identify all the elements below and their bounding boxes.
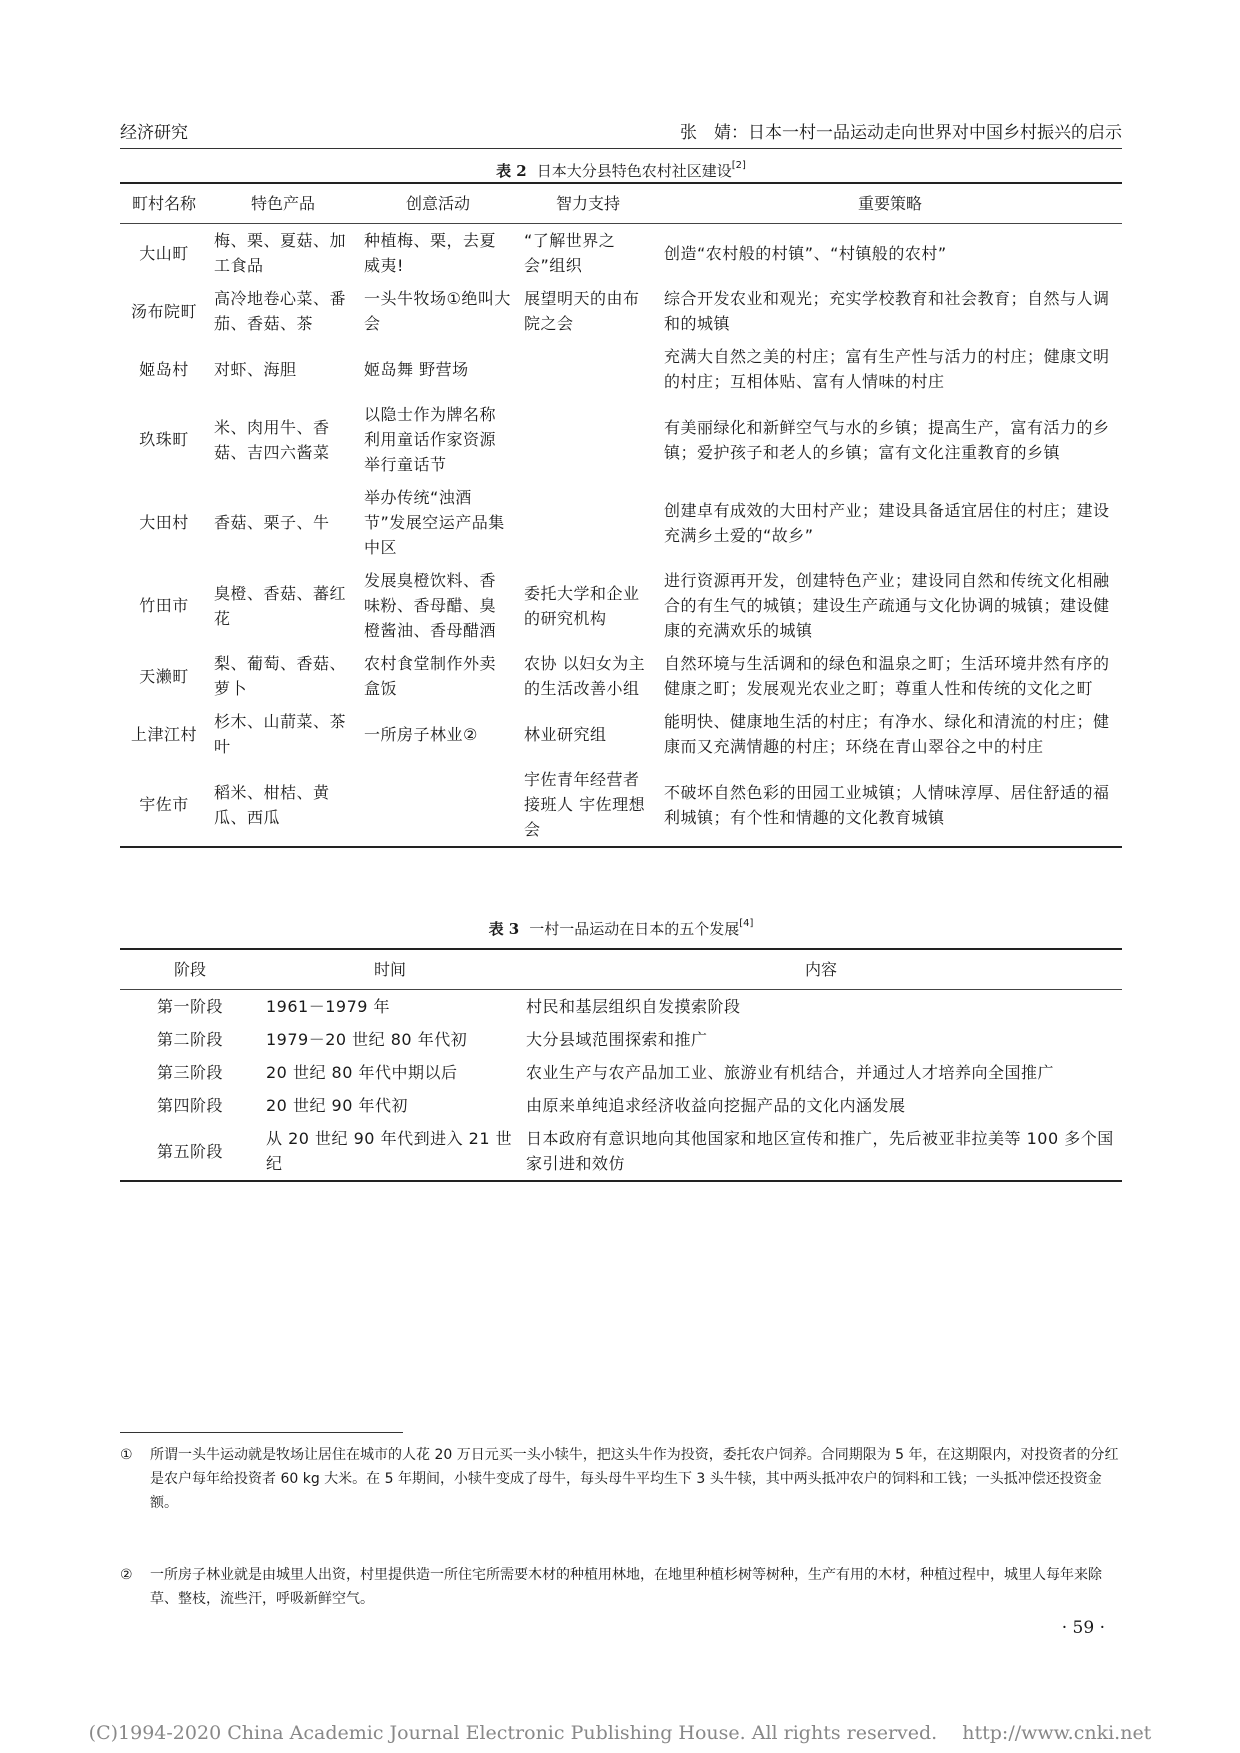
table2-cell: 香菇、栗子、牛 (214, 513, 330, 532)
footnote-rule (120, 1432, 403, 1433)
footnote-1-text: 所谓一头牛运动就是牧场让居住在城市的人花 20 万日元买一头小犊牛，把这头牛作为投资，委托农户饲养。合同期限为 5 年，在这期限内，对投资者的分红是农户每年给投资者 60 kg 大米。在 5 年期间，小犊牛变成了母牛，每头母牛平均生下 3 头牛犊，其中两头抵冲农户的饲料和工钱；一头抵冲偿还投资金额。 (150, 1447, 1119, 1511)
table2-cell: 天濑町 (139, 666, 189, 686)
table2-cell: 高冷地卷心菜、番茄、香菇、茶 (214, 289, 347, 333)
table2-cell: 宇佐青年经营者接班人 宇佐理想会 (518, 763, 658, 847)
table2-cell: 林业研究组 (524, 724, 607, 744)
table3-cell: 由原来单纯追求经济收益向挖掘产品的文化内涵发展 (526, 1096, 906, 1115)
table-row (120, 705, 1122, 763)
table2-cell: 农村食堂制作外卖盒饭 (364, 654, 497, 698)
table2-cell: 米、肉用牛、香菇、吉四六酱菜 (214, 417, 330, 462)
table2-cell: 梅、栗、夏菇、加工食品 (214, 231, 347, 275)
table2-cell: 展望明天的由布院之会 (524, 289, 640, 333)
table-row (120, 481, 1122, 564)
copyright-notice: (C)1994-2020 China Academic Journal Electronic Publishing House. All rights reserved. http://www.cnki.net (88, 1722, 1152, 1744)
table2-cell: “了解世界之会”组织 (524, 231, 616, 275)
table-row (120, 990, 1122, 1024)
table2-cell: 创建卓有成效的大田村产业；建设具备适宜居住的村庄；建设充满乡土爱的“故乡” (664, 500, 1110, 545)
footnote-2 (120, 1563, 1122, 1611)
table2-cell: 创造“农村般的村镇”、“村镇般的农村” (664, 243, 947, 263)
table2-cell (518, 340, 658, 398)
table2-cell: 上津江村 (130, 724, 197, 744)
table-row (120, 1122, 1122, 1181)
page-number: · 59 · (1061, 1618, 1105, 1638)
footnote-2-text: 一所房子林业就是由城里人出资，村里提供造一所住宅所需要木材的种植用林地，在地里种植杉树等树种，生产有用的木材，种植过程中，城里人每年来除草、整枝，流些汗，呼吸新鲜空气。 (150, 1567, 1102, 1607)
table2-cell: 姬岛舞 野营场 (364, 359, 469, 379)
table2-cell: 以隐士作为牌名称利用童话作家资源举行童话节 (364, 405, 497, 474)
table2-header-4: 重要策略 (658, 183, 1122, 224)
table3-header-0: 阶段 (120, 949, 260, 990)
table2-header-1: 特色产品 (208, 183, 358, 224)
table2-cell: 综合开发农业和观光；充实学校教育和社会教育；自然与人调和的城镇 (664, 289, 1110, 333)
table2-cell: 梨、葡萄、香菇、萝卜 (214, 654, 347, 698)
table2-cell: 种植梅、栗，去夏威夷! (364, 231, 497, 275)
table-row (120, 763, 1122, 847)
table2-cell: 自然环境与生活调和的绿色和温泉之町；生活环境井然有序的健康之町；发展观光农业之町；尊重人性和传统的文化之町 (664, 654, 1110, 698)
table3-caption-title: 一村一品运动在日本的五个发展 (529, 920, 740, 938)
table2-cell: 汤布院町 (130, 301, 197, 321)
table-row (120, 398, 1122, 481)
table2-caption-id: 表 2 (496, 162, 527, 180)
table2-caption-title: 日本大分县特色农村社区建设 (536, 162, 732, 180)
table3-cell: 从 20 世纪 90 年代到进入 21 世纪 (260, 1122, 520, 1181)
table3-caption-ref: [4] (739, 918, 754, 929)
table2-cell (358, 763, 518, 847)
running-header-journal: 经济研究 (120, 123, 188, 143)
header-rule (120, 148, 1122, 149)
table3-cell: 日本政府有意识地向其他国家和地区宣传和推广，先后被亚非拉美等 100 多个国家引进和效仿 (520, 1122, 1122, 1181)
table2-header-3: 智力支持 (518, 183, 658, 224)
table3-cell: 第二阶段 (156, 1030, 223, 1049)
table2-cell: 竹田市 (139, 596, 189, 615)
table-row (120, 564, 1122, 647)
table2-cell: 委托大学和企业的研究机构 (524, 583, 640, 628)
table2-cell: 不破坏自然色彩的田园工业城镇；人情味淳厚、居住舒适的福利城镇；有个性和情趣的文化教育城镇 (658, 763, 1122, 847)
table2-cell: 一头牛牧场①绝叫大会 (364, 289, 511, 333)
table3-cell: 村民和基层组织自发摸索阶段 (526, 997, 741, 1016)
table3 (120, 948, 1122, 1182)
table2-cell: 举办传统“浊酒节”发展空运产品集中区 (364, 488, 505, 557)
table2-cell: 发展臭橙饮料、香味粉、香母醋、臭橙酱油、香母醋酒 (364, 571, 497, 640)
table3-cell: 第五阶段 (120, 1122, 260, 1181)
footnote-2-mark: ② (120, 1567, 133, 1583)
table-row (120, 282, 1122, 340)
table-row (120, 340, 1122, 398)
table2-cell: 姬岛村 (139, 359, 189, 379)
running-header-title: 张 婧：日本一村一品运动走向世界对中国乡村振兴的启示 (680, 123, 1122, 143)
footnote-1-mark: ① (120, 1447, 133, 1463)
table3-cell: 1979－20 世纪 80 年代初 (266, 1030, 468, 1049)
table2-cell: 对虾、海胆 (214, 359, 297, 379)
table2-cell: 稻米、柑桔、黄瓜、西瓜 (208, 763, 358, 847)
table2-cell: 大山町 (139, 243, 189, 263)
table3-cell: 大分县域范围探索和推广 (526, 1030, 708, 1049)
table2-cell: 一所房子林业② (364, 724, 478, 744)
table2-header-2: 创意活动 (358, 183, 518, 224)
table2-cell: 杉木、山葥菜、茶叶 (214, 712, 347, 756)
table3-cell: 农业生产与农产品加工业、旅游业有机结合，并通过人才培养向全国推广 (526, 1063, 1055, 1082)
table2-cell: 进行资源再开发，创建特色产业；建设同自然和传统文化相融合的有生气的城镇；建设生产疏通与文化协调的城镇；建设健康的充满欢乐的城镇 (664, 571, 1110, 640)
table3-header-2: 内容 (520, 949, 1122, 990)
table2-header-0: 町村名称 (120, 183, 208, 224)
table2-cell: 充满大自然之美的村庄；富有生产性与活力的村庄；健康文明的村庄；互相体贴、富有人情味的村庄 (664, 347, 1110, 391)
table3-header-1: 时间 (260, 949, 520, 990)
table2-caption-ref: [2] (731, 160, 746, 171)
table3-cell: 20 世纪 80 年代中期以后 (266, 1063, 458, 1082)
table3-caption-id: 表 3 (488, 920, 520, 938)
table-row (120, 647, 1122, 705)
table2-cell: 臭橙、香菇、蕃红花 (214, 583, 347, 628)
table-row (120, 1089, 1122, 1122)
table3-cell: 第四阶段 (156, 1096, 223, 1115)
footnote-1 (120, 1443, 1122, 1515)
table2 (120, 182, 1122, 848)
table2-cell: 有美丽绿化和新鲜空气与水的乡镇；提高生产，富有活力的乡镇；爱护孩子和老人的乡镇；富有文化注重教育的乡镇 (664, 417, 1110, 462)
table2-cell: 农协 以妇女为主的生活改善小组 (524, 654, 646, 698)
table3-caption (120, 918, 1122, 939)
table3-cell: 1961－1979 年 (266, 997, 391, 1016)
table3-cell: 第三阶段 (156, 1063, 223, 1082)
table2-cell: 玖珠町 (139, 430, 189, 449)
table2-cell: 大田村 (139, 513, 189, 532)
table-row (120, 1023, 1122, 1056)
table-row (120, 224, 1122, 283)
table2-cell (518, 398, 658, 481)
table2-cell: 能明快、健康地生活的村庄；有净水、绿化和清流的村庄；健康而又充满情趣的村庄；环绕在青山翠谷之中的村庄 (664, 712, 1110, 756)
table2-caption (120, 160, 1122, 181)
table3-cell: 第一阶段 (156, 997, 223, 1016)
table3-cell: 20 世纪 90 年代初 (266, 1096, 408, 1115)
table-row (120, 1056, 1122, 1089)
table2-cell (518, 481, 658, 564)
table2-cell: 宇佐市 (120, 763, 208, 847)
